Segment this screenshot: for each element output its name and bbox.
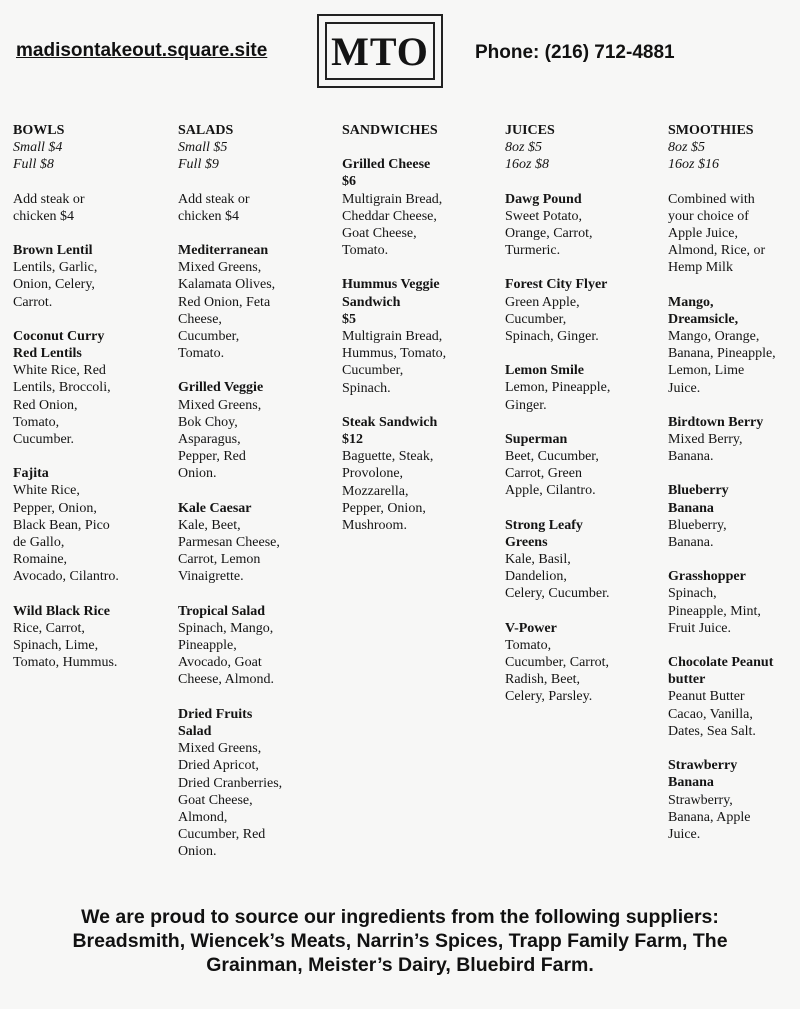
item-name-line: Banana: [668, 500, 714, 516]
item-ingredients-line: Romaine,: [13, 552, 68, 568]
item-ingredients-line: Pepper, Onion,: [342, 500, 426, 516]
item-ingredients-line: White Rice,: [13, 483, 80, 499]
item-ingredients: [178, 740, 328, 860]
website-link[interactable]: madisontakeout.square.site: [16, 40, 268, 61]
item-ingredients-line: Fruit Juice.: [668, 620, 731, 636]
column-bowls: [13, 122, 163, 671]
item-ingredients-line: Multigrain Bread,: [342, 191, 443, 207]
menu-item: [505, 517, 655, 603]
section-note: [178, 191, 328, 225]
item-name: [178, 603, 328, 620]
section-note-line: Hemp Milk: [668, 260, 733, 276]
section-note-line: Apple Juice,: [668, 226, 738, 242]
item-ingredients: [13, 362, 163, 448]
item-ingredients-line: Pepper, Onion,: [13, 500, 97, 516]
item-ingredients: [505, 448, 655, 500]
section-note-line: Add steak or: [178, 191, 250, 207]
item-ingredients-line: Spinach.: [342, 380, 391, 396]
item-ingredients-line: Cucumber,: [505, 311, 567, 327]
item-ingredients: [505, 208, 655, 260]
header: [0, 0, 800, 100]
item-name: [178, 242, 328, 259]
item-ingredients-line: Red Onion,: [13, 397, 78, 413]
item-ingredients-line: Tomato.: [178, 346, 225, 362]
menu-item: [178, 379, 328, 482]
item-name-line: Mango,: [668, 294, 714, 310]
item-name-line: Dried Fruits: [178, 706, 253, 722]
item-name-line: Lemon Smile: [505, 363, 584, 379]
item-name: [342, 156, 492, 190]
item-name: [342, 276, 492, 328]
section-note-line: Almond, Rice, or: [668, 243, 766, 259]
item-ingredients-line: Carrot.: [13, 294, 53, 310]
item-name-line: $6: [342, 174, 356, 190]
item-name-line: Forest City Flyer: [505, 277, 608, 293]
item-name: [505, 276, 655, 293]
item-ingredients-line: Asparagus,: [178, 432, 241, 448]
item-name-line: Greens: [505, 534, 548, 550]
item-ingredients-line: Apple, Cilantro.: [505, 483, 596, 499]
item-ingredients-line: Pineapple,: [178, 638, 237, 654]
item-ingredients: [178, 397, 328, 483]
suppliers-footer: [0, 905, 800, 977]
item-ingredients-line: Mixed Berry,: [668, 432, 743, 448]
item-ingredients-line: Radish, Beet,: [505, 672, 581, 688]
item-ingredients-line: Pepper, Red: [178, 449, 246, 465]
item-ingredients: [178, 620, 328, 689]
section-heading: SANDWICHES: [342, 123, 438, 138]
size-price-line: Small $5: [178, 140, 228, 156]
suppliers-line: We are proud to source our ingredients from the following suppliers:: [81, 906, 719, 928]
item-ingredients-line: Lemon, Pineapple,: [505, 380, 611, 396]
item-name: [668, 414, 800, 431]
item-ingredients-line: Bok Choy,: [178, 414, 238, 430]
item-name-line: $5: [342, 311, 356, 327]
menu-item: [505, 431, 655, 500]
item-name: [13, 603, 163, 620]
menu-item: [178, 500, 328, 586]
item-ingredients: [668, 688, 800, 740]
item-ingredients: [178, 517, 328, 586]
item-name: [668, 482, 800, 516]
section-heading: SALADS: [178, 123, 234, 138]
item-ingredients-line: Spinach, Mango,: [178, 620, 274, 636]
item-name: [668, 294, 800, 328]
item-ingredients-line: Strawberry,: [668, 792, 733, 808]
menu-item: [178, 603, 328, 689]
item-ingredients-line: Orange, Carrot,: [505, 226, 593, 242]
menu-item: [668, 294, 800, 397]
item-ingredients-line: Parmesan Cheese,: [178, 535, 280, 551]
item-ingredients-line: Celery, Parsley.: [505, 689, 593, 705]
size-price: [668, 139, 800, 173]
item-name: [178, 706, 328, 740]
item-ingredients-line: Onion.: [178, 466, 217, 482]
size-price: [13, 139, 163, 173]
item-ingredients-line: Avocado, Goat: [178, 655, 262, 671]
item-name-line: Mediterranean: [178, 243, 269, 259]
column-juices: [505, 122, 655, 706]
menu-item: [505, 620, 655, 706]
menu-item: [342, 276, 492, 396]
item-name-line: V-Power: [505, 620, 557, 636]
size-price-line: Small $4: [13, 140, 63, 156]
item-ingredients-line: Spinach,: [668, 586, 717, 602]
item-ingredients-line: Cucumber,: [178, 329, 240, 345]
item-ingredients: [13, 259, 163, 311]
item-ingredients-line: Banana, Pineapple,: [668, 346, 776, 362]
item-name-line: Dawg Pound: [505, 191, 582, 207]
item-ingredients-line: Rice, Carrot,: [13, 620, 85, 636]
item-name: [178, 500, 328, 517]
item-ingredients-line: Beet, Cucumber,: [505, 449, 599, 465]
item-name-line: Coconut Curry: [13, 328, 105, 344]
item-ingredients-line: Red Onion, Feta: [178, 294, 271, 310]
item-ingredients: [342, 448, 492, 534]
item-name-line: Superman: [505, 431, 568, 447]
item-name-line: Strong Leafy: [505, 517, 583, 533]
item-ingredients-line: Tomato.: [342, 243, 389, 259]
item-ingredients-line: Celery, Cucumber.: [505, 586, 610, 602]
item-name: [13, 328, 163, 362]
item-name-line: Hummus Veggie: [342, 277, 440, 293]
item-name: [178, 379, 328, 396]
menu-item: [505, 362, 655, 414]
section-note-line: Combined with: [668, 191, 755, 207]
item-ingredients-line: Ginger.: [505, 397, 547, 413]
menu-item: [13, 328, 163, 448]
item-name: [668, 568, 800, 585]
item-ingredients: [178, 259, 328, 362]
item-ingredients-line: Vinaigrette.: [178, 569, 244, 585]
item-ingredients-line: Onion, Celery,: [13, 277, 95, 293]
item-ingredients-line: Cucumber, Red: [178, 827, 266, 843]
section-note: [668, 191, 800, 277]
item-ingredients-line: Avocado, Cilantro.: [13, 569, 119, 585]
item-ingredients-line: Carrot, Green: [505, 466, 582, 482]
item-name: [505, 191, 655, 208]
item-name-line: Steak Sandwich: [342, 414, 438, 430]
item-ingredients-line: Dandelion,: [505, 569, 567, 585]
section-note-line: chicken $4: [178, 208, 240, 224]
item-ingredients-line: White Rice, Red: [13, 363, 106, 379]
item-ingredients-line: Pineapple, Mint,: [668, 603, 761, 619]
item-name-line: Wild Black Rice: [13, 603, 110, 619]
item-ingredients-line: Cheese,: [178, 311, 222, 327]
item-name-line: Grilled Veggie: [178, 380, 264, 396]
item-ingredients: [505, 294, 655, 346]
item-ingredients-line: Blueberry,: [668, 517, 727, 533]
item-ingredients-line: Goat Cheese,: [342, 226, 417, 242]
section-note: [13, 191, 163, 225]
item-ingredients-line: Tomato, Hummus.: [13, 655, 118, 671]
item-ingredients: [668, 517, 800, 551]
menu-item: [668, 654, 800, 740]
item-ingredients-line: Cacao, Vanilla,: [668, 706, 753, 722]
menu-item: [13, 465, 163, 585]
item-ingredients-line: Dried Cranberries,: [178, 775, 283, 791]
item-ingredients-line: Lentils, Garlic,: [13, 260, 98, 276]
column-smoothies: [668, 122, 800, 843]
item-ingredients-line: Banana.: [668, 535, 714, 551]
size-price-line: Full $9: [178, 157, 219, 173]
item-ingredients-line: Lentils, Broccoli,: [13, 380, 111, 396]
item-name-line: $12: [342, 432, 363, 448]
menu-item: [668, 757, 800, 843]
item-ingredients-line: Dates, Sea Salt.: [668, 723, 756, 739]
item-ingredients-line: Carrot, Lemon: [178, 552, 261, 568]
item-name: [505, 362, 655, 379]
item-ingredients-line: Spinach, Ginger.: [505, 329, 599, 345]
item-name-line: Brown Lentil: [13, 243, 93, 259]
menu-item: [668, 568, 800, 637]
item-name: [668, 757, 800, 791]
item-ingredients: [668, 792, 800, 844]
item-name-line: Red Lentils: [13, 346, 82, 362]
item-ingredients: [668, 328, 800, 397]
item-ingredients-line: Turmeric.: [505, 243, 561, 259]
item-ingredients-line: Mango, Orange,: [668, 329, 760, 345]
item-name-line: Banana: [668, 775, 714, 791]
item-ingredients-line: Juice.: [668, 826, 701, 842]
suppliers-line: Breadsmith, Wiencek’s Meats, Narrin’s Spices, Trapp Family Farm, The: [72, 930, 728, 952]
logo-text: MTO: [325, 22, 435, 80]
item-ingredients-line: Cucumber, Carrot,: [505, 655, 610, 671]
item-ingredients: [342, 328, 492, 397]
column-salads: [178, 122, 328, 861]
item-ingredients-line: Mixed Greens,: [178, 397, 262, 413]
menu-item: [13, 603, 163, 672]
item-ingredients: [668, 585, 800, 637]
item-ingredients: [505, 379, 655, 413]
item-ingredients-line: Cucumber.: [13, 432, 75, 448]
item-ingredients: [668, 431, 800, 465]
item-ingredients-line: Black Bean, Pico: [13, 517, 110, 533]
size-price-line: 16oz $16: [668, 157, 719, 173]
size-price: [178, 139, 328, 173]
item-ingredients-line: Cheese, Almond.: [178, 672, 275, 688]
size-price-line: 16oz $8: [505, 157, 549, 173]
size-price: [505, 139, 655, 173]
size-price-line: 8oz $5: [668, 140, 705, 156]
item-ingredients-line: de Gallo,: [13, 535, 65, 551]
menu-item: [668, 482, 800, 551]
size-price-line: Full $8: [13, 157, 54, 173]
section-note-line: chicken $4: [13, 208, 75, 224]
menu-item: [178, 706, 328, 861]
item-name: [505, 517, 655, 551]
phone-number: Phone: (216) 712-4881: [475, 42, 675, 63]
item-ingredients-line: Spinach, Lime,: [13, 638, 99, 654]
item-name-line: Sandwich: [342, 294, 401, 310]
item-ingredients: [13, 482, 163, 585]
item-name-line: Grasshopper: [668, 569, 746, 585]
item-ingredients-line: Green Apple,: [505, 294, 580, 310]
item-ingredients-line: Multigrain Bread,: [342, 329, 443, 345]
item-ingredients-line: Baguette, Steak,: [342, 449, 434, 465]
logo: [317, 14, 443, 88]
section-note-line: your choice of: [668, 208, 749, 224]
section-heading: JUICES: [505, 123, 555, 138]
item-name: [13, 242, 163, 259]
item-name-line: Salad: [178, 723, 212, 739]
item-name-line: Fajita: [13, 466, 49, 482]
item-ingredients-line: Onion.: [178, 844, 217, 860]
item-name-line: Strawberry: [668, 758, 738, 774]
column-sandwiches: [342, 122, 492, 534]
item-ingredients-line: Sweet Potato,: [505, 208, 582, 224]
section-heading: BOWLS: [13, 123, 65, 138]
item-name: [13, 465, 163, 482]
item-ingredients-line: Tomato,: [13, 414, 60, 430]
item-ingredients-line: Provolone,: [342, 466, 404, 482]
item-ingredients-line: Mozzarella,: [342, 483, 409, 499]
item-name-line: Dreamsicle,: [668, 311, 739, 327]
item-ingredients: [342, 191, 492, 260]
item-name-line: Birdtown Berry: [668, 414, 764, 430]
item-ingredients-line: Banana, Apple: [668, 809, 751, 825]
item-ingredients: [505, 637, 655, 706]
item-ingredients-line: Lemon, Lime: [668, 363, 745, 379]
item-ingredients-line: Kale, Beet,: [178, 517, 241, 533]
section-note-line: Add steak or: [13, 191, 85, 207]
item-ingredients: [505, 551, 655, 603]
item-ingredients-line: Tomato,: [505, 637, 552, 653]
item-name-line: Chocolate Peanut: [668, 655, 774, 671]
item-name: [505, 431, 655, 448]
menu-item: [342, 414, 492, 534]
menu-item: [178, 242, 328, 362]
menu-item: [13, 242, 163, 311]
item-name-line: Tropical Salad: [178, 603, 266, 619]
item-ingredients: [13, 620, 163, 672]
item-ingredients-line: Mixed Greens,: [178, 260, 262, 276]
menu-item: [668, 414, 800, 466]
item-name: [505, 620, 655, 637]
item-name-line: Kale Caesar: [178, 500, 252, 516]
item-name: [668, 654, 800, 688]
item-name-line: Blueberry: [668, 483, 729, 499]
item-name-line: butter: [668, 672, 706, 688]
item-ingredients-line: Cheddar Cheese,: [342, 208, 437, 224]
item-ingredients-line: Almond,: [178, 809, 228, 825]
item-name-line: Grilled Cheese: [342, 157, 431, 173]
item-ingredients-line: Peanut Butter: [668, 689, 745, 705]
item-ingredients-line: Mushroom.: [342, 518, 407, 534]
item-ingredients-line: Banana.: [668, 449, 714, 465]
menu-item: [505, 191, 655, 260]
item-ingredients-line: Kalamata Olives,: [178, 277, 276, 293]
item-ingredients-line: Juice.: [668, 380, 701, 396]
menu-item: [342, 156, 492, 259]
item-ingredients-line: Goat Cheese,: [178, 792, 253, 808]
item-ingredients-line: Kale, Basil,: [505, 552, 571, 568]
size-price-line: 8oz $5: [505, 140, 542, 156]
item-name: [342, 414, 492, 448]
menu-item: [505, 276, 655, 345]
item-ingredients-line: Cucumber,: [342, 363, 404, 379]
suppliers-line: Grainman, Meister’s Dairy, Bluebird Farm.: [206, 954, 594, 976]
section-heading: SMOOTHIES: [668, 123, 754, 138]
item-ingredients-line: Mixed Greens,: [178, 741, 262, 757]
item-ingredients-line: Dried Apricot,: [178, 758, 259, 774]
item-ingredients-line: Hummus, Tomato,: [342, 346, 447, 362]
